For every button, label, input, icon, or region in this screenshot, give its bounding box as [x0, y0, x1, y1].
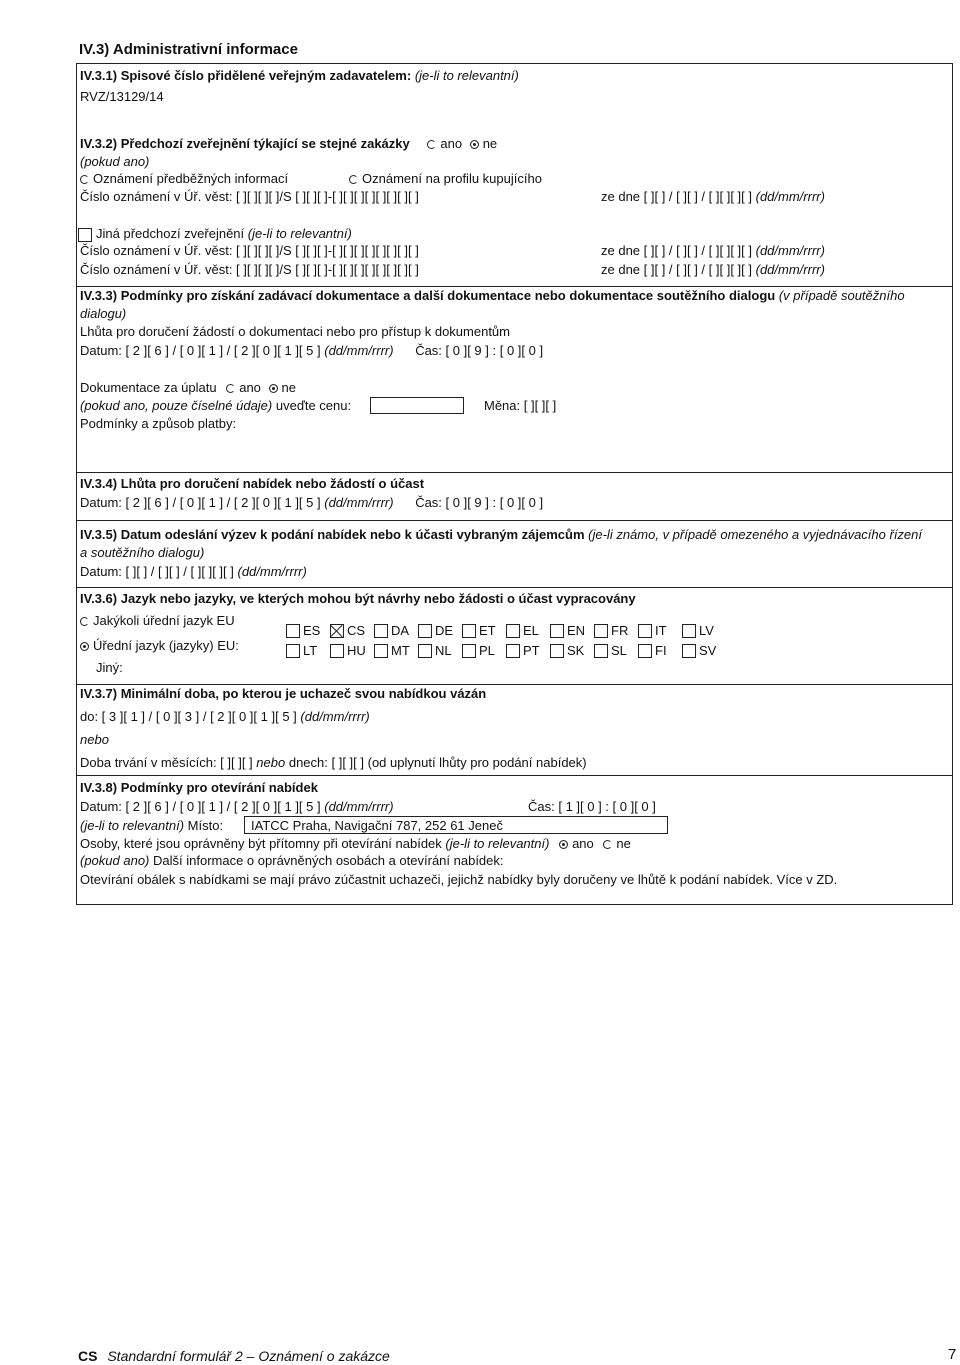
s7-duration-row: Doba trvání v měsících: [ ][ ][ ] nebo dnech: [ ][ ][ ] (od uplynutí lhůty pro podání nabídek) [80, 755, 587, 770]
lang-label-en: EN [567, 623, 586, 638]
s3-date-row: Datum: [ 2 ][ 6 ] / [ 0 ][ 1 ] / [ 2 ][ 0 ][ 1 ][ 5 ] (dd/mm/rrrr) Čas: [ 0 ][ 9 ] : [ 0 ][ 0 ] [80, 343, 544, 358]
lang-label-sl: SL [611, 643, 627, 658]
lang-checkbox-da[interactable] [374, 624, 388, 638]
lang-label-hu: HU [347, 643, 366, 658]
radio-paid-no[interactable]: ne [269, 380, 296, 395]
s3-deadline-label: Lhůta pro doručení žádostí o dokumentaci nebo pro přístup k dokumentům [80, 324, 510, 339]
other-language-label: Jiný: [96, 660, 123, 675]
lang-checkbox-en[interactable] [550, 624, 564, 638]
lang-label-pl: PL [479, 643, 495, 658]
s8-date-row: Datum: [ 2 ][ 6 ] / [ 0 ][ 1 ] / [ 2 ][ 0 ][ 1 ][ 5 ] (dd/mm/rrrr) [80, 799, 394, 814]
file-number-value: RVZ/13129/14 [80, 89, 164, 104]
lang-label-fi: FI [655, 643, 667, 658]
lang-checkbox-mt[interactable] [374, 644, 388, 658]
page-number: 7 [948, 1346, 957, 1363]
lang-label-da: DA [391, 623, 410, 638]
notice-number-row-3: Číslo oznámení v Úř. věst: [ ][ ][ ][ ]/S [ ][ ][ ]-[ ][ ][ ][ ][ ][ ][ ][ ] [80, 262, 419, 277]
lang-label-es: ES [303, 623, 321, 638]
s2-note: (pokud ano) [80, 154, 150, 169]
s3-price-row: (pokud ano, pouze číselné údaje) uveďte cenu: [80, 398, 352, 413]
lang-checkbox-fr[interactable] [594, 624, 608, 638]
lang-label-lt: LT [303, 643, 318, 658]
lang-checkbox-sk[interactable] [550, 644, 564, 658]
s1-title-row [80, 68, 519, 83]
notice-number-row-1: Číslo oznámení v Úř. věst: [ ][ ][ ][ ]/S [ ][ ][ ]-[ ][ ][ ][ ][ ][ ][ ][ ] [80, 189, 419, 204]
s1-title-note: (je-li to relevantní) [414, 68, 519, 83]
s8-info-label: (pokud ano) Další informace o oprávněných osobách a otevírání nabídek: [80, 853, 504, 868]
s7-or: nebo [80, 732, 109, 747]
radio-persons-no[interactable]: ne [603, 836, 630, 851]
lang-checkbox-el[interactable] [506, 624, 520, 638]
lang-label-fr: FR [611, 623, 629, 638]
lang-checkbox-lv[interactable] [682, 624, 696, 638]
lang-label-sk: SK [567, 643, 585, 658]
divider [76, 286, 953, 287]
lang-label-sv: SV [699, 643, 717, 658]
radio-no[interactable]: ne [470, 136, 497, 151]
lang-checkbox-fi[interactable] [638, 644, 652, 658]
radio-persons-yes[interactable]: ano [559, 836, 594, 851]
s6-title: IV.3.6) Jazyk nebo jazyky, ve kterých mohou být návrhy nebo žádosti o účast vypracovány [80, 591, 636, 606]
divider [76, 472, 953, 473]
lang-label-nl: NL [435, 643, 452, 658]
s4-date-row: Datum: [ 2 ][ 6 ] / [ 0 ][ 1 ] / [ 2 ][ 0 ][ 1 ][ 5 ] (dd/mm/rrrr) Čas: [ 0 ][ 9 ] : [ 0 ][ 0 ] [80, 495, 544, 510]
s7-date-row: do: [ 3 ][ 1 ] / [ 0 ][ 3 ] / [ 2 ][ 0 ][ 1 ][ 5 ] (dd/mm/rrrr) [80, 709, 370, 724]
footer-form-title: CS Standardní formulář 2 – Oznámení o zakázce [78, 1348, 390, 1364]
lang-label-de: DE [435, 623, 454, 638]
lang-label-lv: LV [699, 623, 714, 638]
lang-label-el: EL [523, 623, 539, 638]
lang-checkbox-es[interactable] [286, 624, 300, 638]
notice-date-row-2: ze dne [ ][ ] / [ ][ ] / [ ][ ][ ][ ] (dd/mm/rrrr) [601, 243, 825, 258]
s3-title-row: IV.3.3) Podmínky pro získání zadávací dokumentace a další dokumentace nebo dokumentace soutěžního dialogu (v případě soutěžního [80, 288, 905, 303]
lang-checkbox-it[interactable] [638, 624, 652, 638]
notice-date-row-3: ze dne [ ][ ] / [ ][ ] / [ ][ ][ ][ ] (dd/mm/rrrr) [601, 262, 825, 277]
divider [76, 775, 953, 776]
lang-label-it: IT [655, 623, 667, 638]
price-field[interactable] [370, 397, 464, 414]
currency-field: Měna: [ ][ ][ ] [484, 398, 557, 413]
divider [76, 520, 953, 521]
other-publication-label: Jiná předchozí zveřejnění (je-li to relevantní) [96, 226, 352, 241]
lang-label-mt: MT [391, 643, 410, 658]
place-value: IATCC Praha, Navigační 787, 252 61 Jeneč [251, 818, 503, 833]
radio-paid-yes[interactable]: ano [226, 380, 261, 395]
s8-persons-row: Osoby, které jsou oprávněny být přítomny při otevírání nabídek (je-li to relevantní) ano ne [80, 836, 631, 851]
radio-yes[interactable]: ano [427, 136, 462, 151]
lang-checkbox-sv[interactable] [682, 644, 696, 658]
lang-checkbox-pt[interactable] [506, 644, 520, 658]
lang-label-et: ET [479, 623, 496, 638]
s1-title: IV.3.1) Spisové číslo přidělené veřejným zadavatelem: [80, 68, 412, 83]
lang-label-pt: PT [523, 643, 540, 658]
lang-checkbox-lt[interactable] [286, 644, 300, 658]
radio-buyer-profile[interactable]: Oznámení na profilu kupujícího [349, 171, 542, 186]
divider [76, 684, 953, 685]
section-heading: IV.3) Administrativní informace [79, 41, 298, 58]
radio-any-eu-language[interactable]: Jakýkoli úřední jazyk EU [80, 613, 235, 628]
s5-title-note: a soutěžního dialogu) [80, 545, 205, 560]
lang-checkbox-nl[interactable] [418, 644, 432, 658]
s5-title-row: IV.3.5) Datum odeslání výzev k podání nabídek nebo k účasti vybraným zájemcům (je-li známo, v případě omezeného a vyjednávacího řízení [80, 527, 923, 542]
s7-title: IV.3.7) Minimální doba, po kterou je uchazeč svou nabídkou vázán [80, 686, 487, 701]
radio-official-language[interactable]: Úřední jazyk (jazyky) EU: [80, 638, 239, 653]
s8-time: Čas: [ 1 ][ 0 ] : [ 0 ][ 0 ] [528, 799, 656, 814]
notice-date-row-1: ze dne [ ][ ] / [ ][ ] / [ ][ ][ ][ ] (dd/mm/rrrr) [601, 189, 825, 204]
lang-checkbox-cs[interactable] [330, 624, 344, 638]
s2-title: IV.3.2) Předchozí zveřejnění týkající se stejné zakázky [80, 136, 410, 151]
place-field[interactable] [244, 816, 668, 834]
s3-paid-row: Dokumentace za úplatu ano ne [80, 380, 297, 395]
divider [76, 587, 953, 588]
s8-title: IV.3.8) Podmínky pro otevírání nabídek [80, 780, 318, 795]
s2-title-row [80, 136, 497, 151]
other-publication-checkbox[interactable] [78, 228, 92, 242]
payment-conditions-label: Podmínky a způsob platby: [80, 416, 237, 431]
radio-prior-information[interactable]: Oznámení předběžných informací [80, 171, 288, 186]
s8-info-text: Otevírání obálek s nabídkami se mají právo zúčastnit uchazeči, jejichž nabídky byly doručeny ve lhůtě k podání nabídek. Více v ZD. [80, 872, 838, 887]
notice-number-row-2: Číslo oznámení v Úř. věst: [ ][ ][ ][ ]/S [ ][ ][ ]-[ ][ ][ ][ ][ ][ ][ ][ ] [80, 243, 419, 258]
lang-checkbox-sl[interactable] [594, 644, 608, 658]
lang-checkbox-pl[interactable] [462, 644, 476, 658]
s8-place-label: (je-li to relevantní) Místo: [80, 818, 224, 833]
s3-title-note: dialogu) [80, 306, 127, 321]
lang-checkbox-de[interactable] [418, 624, 432, 638]
lang-checkbox-et[interactable] [462, 624, 476, 638]
lang-label-cs: CS [347, 623, 366, 638]
lang-checkbox-hu[interactable] [330, 644, 344, 658]
s5-date-row: Datum: [ ][ ] / [ ][ ] / [ ][ ][ ][ ] (dd/mm/rrrr) [80, 564, 307, 579]
s4-title: IV.3.4) Lhůta pro doručení nabídek nebo žádostí o účast [80, 476, 425, 491]
